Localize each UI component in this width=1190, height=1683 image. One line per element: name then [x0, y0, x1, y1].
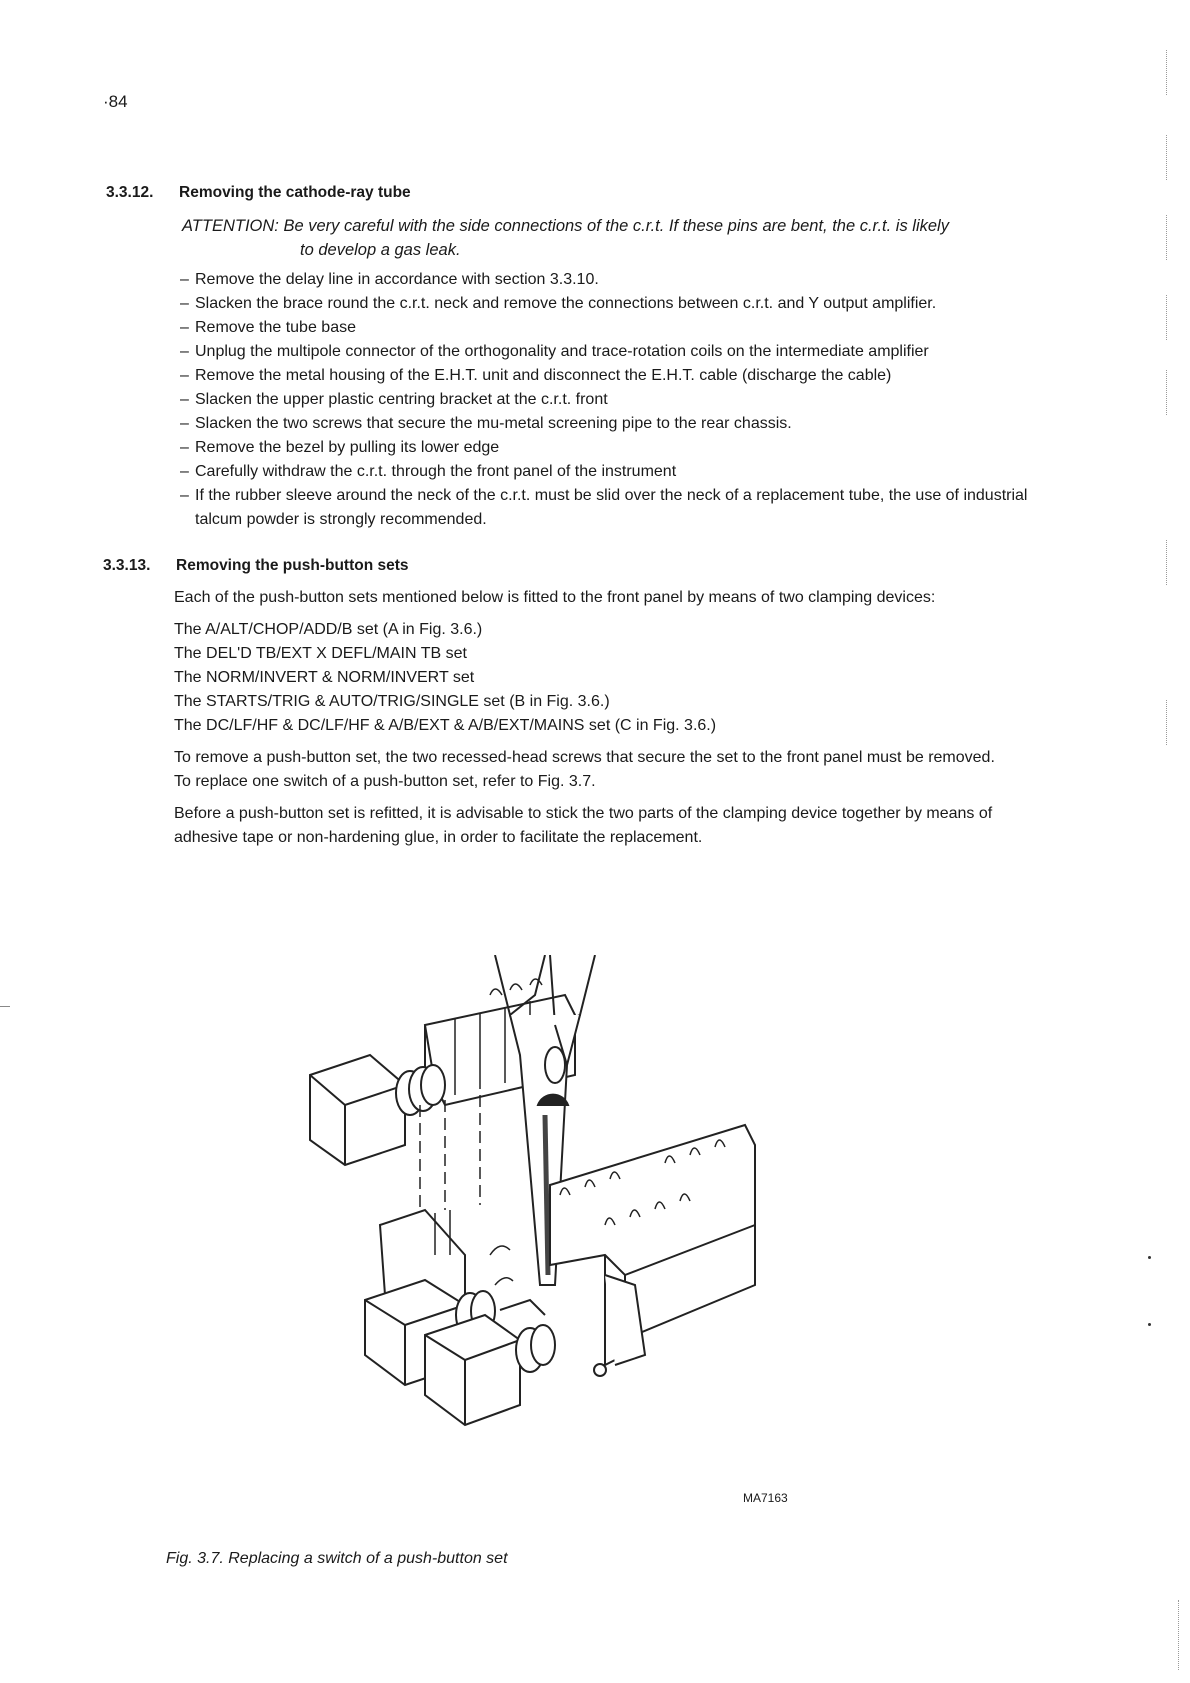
attention-note	[182, 214, 1062, 262]
set-item: The NORM/INVERT & NORM/INVERT set	[174, 669, 475, 686]
scan-edge-mark	[0, 1006, 10, 1008]
scan-edge-mark	[1166, 540, 1167, 585]
list-item: – Remove the metal housing of the E.H.T. unit and disconnect the E.H.T. cable (discharge the cable)	[180, 364, 1060, 388]
set-item: The DEL'D TB/EXT X DEFL/MAIN TB set	[174, 645, 467, 662]
list-item: – Remove the tube base	[180, 316, 1060, 340]
section-number: 3.3.13.	[103, 557, 151, 574]
attention-line-1: ATTENTION: Be very careful with the side connections of the c.r.t. If these pins are bent, the c.r.t. is likely	[182, 217, 949, 235]
scan-edge-mark	[1166, 370, 1167, 415]
section-3-3-12-heading	[106, 184, 411, 202]
scan-edge-mark	[1166, 50, 1167, 95]
scan-edge-mark	[1166, 135, 1167, 180]
list-item: – If the rubber sleeve around the neck of the c.r.t. must be slid over the neck of a replacement tube, the use of industrial talcum powder is strongly recommended.	[180, 484, 1060, 532]
section-title: Removing the push-button sets	[176, 557, 409, 574]
set-item: The DC/LF/HF & DC/LF/HF & A/B/EXT & A/B/EXT/MAINS set (C in Fig. 3.6.)	[174, 717, 717, 734]
scan-edge-mark	[1166, 215, 1167, 260]
set-item: The A/ALT/CHOP/ADD/B set (A in Fig. 3.6.)	[174, 621, 483, 638]
replace-paragraph: To replace one switch of a push-button set, refer to Fig. 3.7.	[174, 773, 596, 790]
intro-paragraph: Each of the push-button sets mentioned below is fitted to the front panel by means of two clamping devices:	[174, 589, 936, 606]
list-item: – Slacken the upper plastic centring bracket at the c.r.t. front	[180, 388, 1060, 412]
scan-speck	[1148, 1256, 1151, 1259]
figure-caption: Fig. 3.7. Replacing a switch of a push-button set	[166, 1550, 508, 1567]
scan-edge-mark	[1178, 1600, 1179, 1670]
list-item: – Unplug the multipole connector of the orthogonality and trace-rotation coils on the intermediate amplifier	[180, 340, 1060, 364]
scan-speck	[1148, 1323, 1151, 1326]
push-button-figure	[305, 955, 825, 1515]
scan-edge-mark	[1166, 295, 1167, 340]
list-item: – Slacken the two screws that secure the mu-metal screening pipe to the rear chassis.	[180, 412, 1060, 436]
crt-removal-steps	[180, 268, 1060, 532]
section-title: Removing the cathode-ray tube	[179, 184, 411, 201]
remove-paragraph: To remove a push-button set, the two recessed-head screws that secure the set to the front panel must be removed.	[174, 749, 995, 766]
list-item: – Carefully withdraw the c.r.t. through the front panel of the instrument	[180, 460, 1060, 484]
list-item: – Slacken the brace round the c.r.t. neck and remove the connections between c.r.t. and Y output amplifier.	[180, 292, 1060, 316]
section-3-3-13-heading	[103, 557, 409, 575]
page-number: ·84	[103, 92, 128, 111]
figure-label: MA7163	[743, 1491, 788, 1505]
attention-line-2: to develop a gas leak.	[300, 241, 461, 259]
scan-edge-mark	[1166, 700, 1167, 745]
list-item: – Remove the delay line in accordance with section 3.3.10.	[180, 268, 1060, 292]
push-button-section-body	[174, 586, 1054, 850]
list-item: – Remove the bezel by pulling its lower edge	[180, 436, 1060, 460]
guide-lines	[420, 1095, 480, 1215]
refit-paragraph: Before a push-button set is refitted, it is advisable to stick the two parts of the clamping device together by means of adhesive tape or non-hardening glue, in order to facilitate the replacement.	[174, 805, 993, 846]
section-number: 3.3.12.	[106, 184, 154, 201]
set-item: The STARTS/TRIG & AUTO/TRIG/SINGLE set (B in Fig. 3.6.)	[174, 693, 610, 710]
